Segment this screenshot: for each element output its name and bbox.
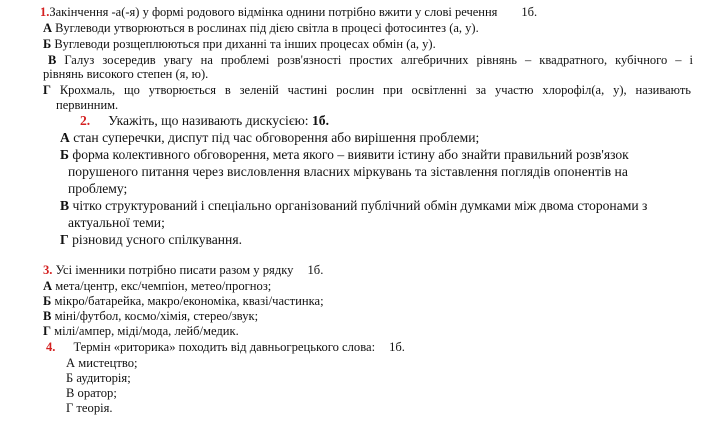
- question-1-text: Закінчення -а(-я) у формі родового відмінка однини потрібно вжити у слові речення: [49, 5, 498, 19]
- option-text: Г теорія.: [66, 401, 113, 415]
- question-2-number: 2.: [80, 113, 91, 128]
- option-text: міні/футбол, космо/хімія, стерео/звук;: [54, 309, 259, 323]
- question-3-option-b: [43, 294, 324, 308]
- option-letter: Г: [43, 324, 52, 338]
- option-text: рівнянь високого степен (я, ю).: [43, 67, 209, 81]
- question-2-option-a: [60, 130, 479, 146]
- question-3-title: [43, 263, 323, 277]
- question-1-number: 1.: [40, 5, 50, 19]
- option-text: порушеного питання через висловлення власних міркувань та зіставлення поглядів опонентів на: [68, 164, 628, 179]
- option-text: чітко структурований і спеціально організований публічний обмін думками між двома сторонами з: [72, 198, 648, 213]
- question-1-option-b: [43, 37, 436, 51]
- option-text: В оратор;: [66, 386, 117, 400]
- question-2-text: Укажіть, що називають дискусією:: [108, 113, 309, 128]
- option-text: Вуглеводи розщеплюються при диханні та інших процесах обмін (а, у).: [54, 37, 436, 51]
- question-2-option-v: [60, 198, 647, 214]
- option-text: актуальної теми;: [68, 215, 165, 230]
- question-4-option-b: [66, 371, 131, 385]
- question-2-option-b-cont-1: [68, 164, 628, 180]
- question-4-number: 4.: [46, 340, 56, 354]
- question-3-option-a: [43, 279, 271, 293]
- option-text: А мистецтво;: [66, 356, 138, 370]
- option-letter: В: [48, 53, 57, 67]
- question-2-option-b: [60, 147, 629, 163]
- option-letter: А: [60, 130, 70, 145]
- question-2-option-b-cont-2: [68, 181, 127, 197]
- question-4-option-a: [66, 356, 138, 370]
- question-3-number: 3.: [43, 263, 53, 277]
- question-4-option-g: [66, 401, 113, 415]
- question-1-option-g-cont: [56, 98, 118, 112]
- option-letter: Б: [43, 294, 52, 308]
- question-4-title: [46, 340, 405, 354]
- question-2-option-v-cont: [68, 215, 165, 231]
- question-4-text: Термін «риторика» походить від давньогрецького слова:: [73, 340, 376, 354]
- option-text: мікро/батарейка, макро/економіка, квазі/частинка;: [54, 294, 324, 308]
- option-letter: Г: [43, 83, 51, 97]
- question-1-option-g: [43, 83, 691, 97]
- option-text: первинним.: [56, 98, 119, 112]
- option-letter: В: [60, 198, 70, 213]
- option-text: різновид усного спілкування.: [72, 232, 242, 247]
- option-letter: В: [43, 309, 52, 323]
- question-2-option-g: [60, 232, 242, 248]
- question-3-text: Усі іменники потрібно писати разом у рядку: [55, 263, 294, 277]
- option-letter: Б: [60, 147, 69, 162]
- option-text: Б аудиторія;: [66, 371, 131, 385]
- option-text: мілі/ампер, міді/мода, лейб/медик.: [54, 324, 239, 338]
- option-text: мета/центр, екс/чемпіон, метео/прогноз;: [55, 279, 272, 293]
- option-text: форма колективного обговорення, мета якого – виявити істину або знайти правильний розв'язок: [72, 147, 629, 162]
- question-4-score: 1б.: [389, 340, 405, 354]
- option-letter: Г: [60, 232, 69, 247]
- question-1-option-a: [43, 21, 479, 35]
- question-4-option-v: [66, 386, 117, 400]
- question-3-option-g: [43, 324, 239, 338]
- option-text: проблему;: [68, 181, 128, 196]
- question-1-title: [40, 5, 537, 19]
- option-text: Вуглеводи утворюються в рослинах під дією світла в процесі фотосинтез (а, у).: [55, 21, 479, 35]
- question-2-title: [80, 113, 329, 129]
- question-3-option-v: [43, 309, 258, 323]
- option-letter: Б: [43, 37, 52, 51]
- option-letter: А: [43, 279, 53, 293]
- question-1-option-v-cont: [43, 67, 208, 81]
- option-letter: А: [43, 21, 53, 35]
- question-3-score: 1б.: [307, 263, 324, 277]
- question-1-option-v: [48, 53, 693, 67]
- option-text: Галуз зосередив увагу на проблемі розв'язності простих алгебричних рівнянь – квадратного, кубічного – і: [64, 53, 693, 67]
- option-text: Крохмаль, що утворюється в зеленій частині рослин при освітленні за участю хлорофіл(а, у), називають: [59, 83, 691, 97]
- question-2-score: 1б.: [312, 113, 329, 128]
- option-text: стан суперечки, диспут під час обговорення або вирішення проблеми;: [73, 130, 480, 145]
- question-1-score: 1б.: [521, 5, 538, 19]
